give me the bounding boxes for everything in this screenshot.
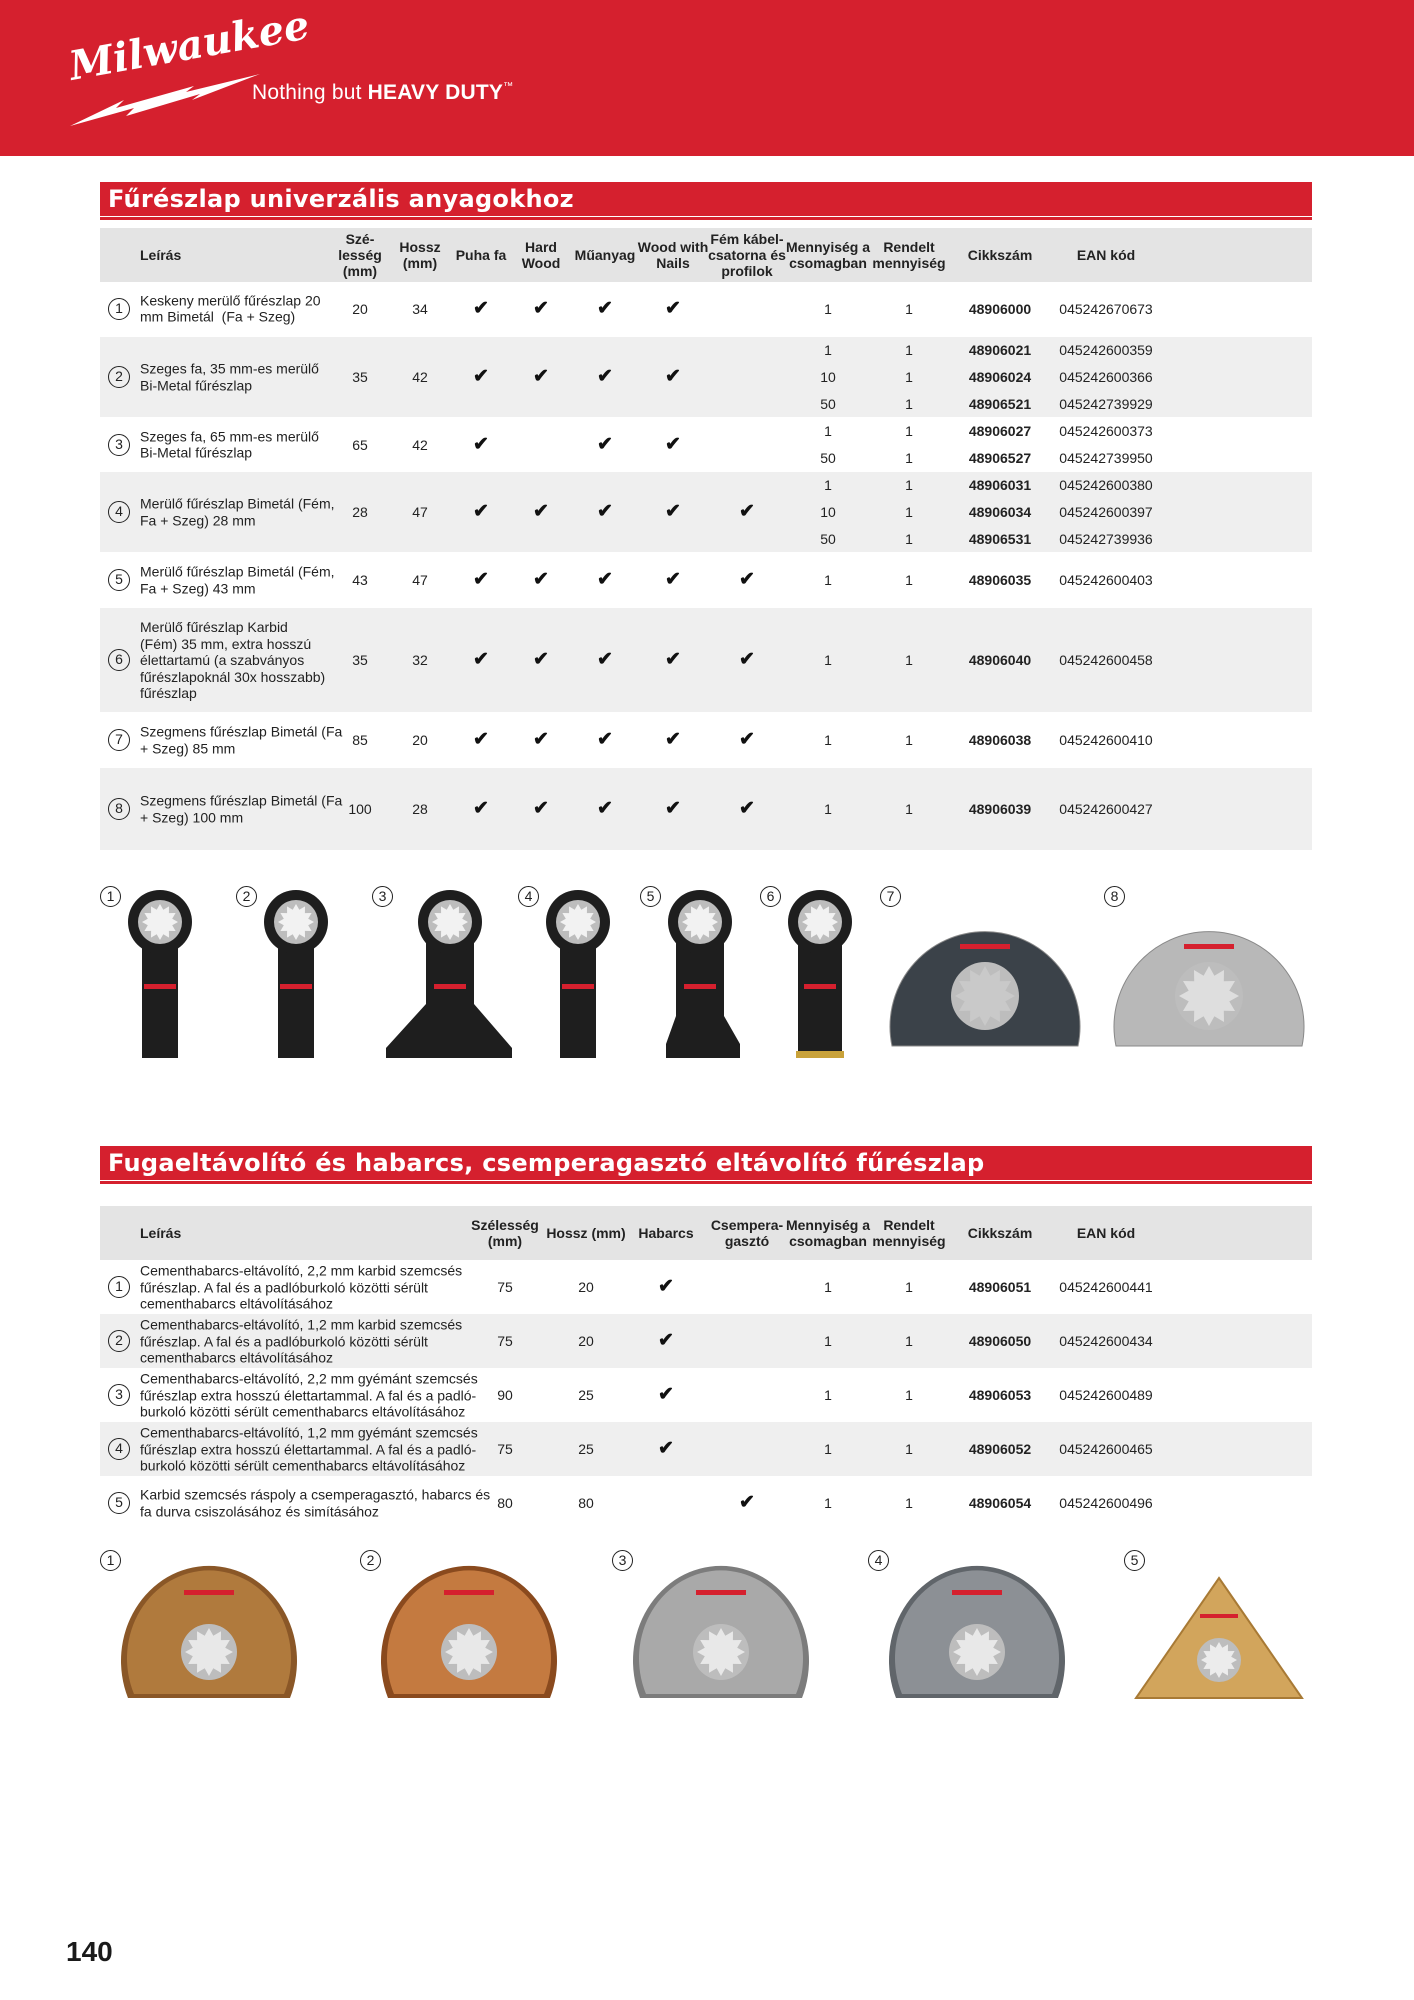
figure-number: 3	[372, 886, 393, 907]
table2-header	[100, 1206, 1312, 1260]
row-description: Cementhabarcs-eltávolító, 1,2 mm karbid szemcsés fűrészlap. A fal és a padlóburkoló közötti sérült cementhabarcs eltávolításához	[140, 1316, 463, 1366]
check-woodnails: ✔	[665, 798, 681, 819]
col-rendelt: Rendelt mennyiség	[872, 1217, 946, 1249]
grout-blade-figure-1	[100, 1548, 290, 1708]
check-puhafa: ✔	[473, 297, 489, 319]
blade-figure-6	[760, 886, 880, 1066]
row-description: Szeges fa, 65 mm-es merülő Bi-Metal fűrészlap	[140, 428, 319, 461]
col-leiras: Leírás	[140, 247, 182, 263]
page-number: 140	[66, 1936, 113, 1967]
pkg-qty: 1	[824, 423, 832, 439]
row-length: 20	[578, 1333, 594, 1349]
col-woodnails: Wood with Nails	[637, 239, 709, 271]
pkg-ean: 045242600373	[1059, 423, 1153, 439]
row-width: 80	[497, 1495, 513, 1511]
row-sku: 48906050	[968, 1333, 1032, 1349]
pkg-sku: 48906000	[968, 300, 1032, 317]
pkg-sku: 48906034	[968, 504, 1032, 520]
row-order: 1	[905, 1495, 913, 1511]
row-order: 1	[905, 1333, 913, 1349]
pkg-order: 1	[905, 300, 913, 317]
section1-title-banner	[100, 182, 1312, 216]
figure-number: 2	[236, 886, 257, 907]
figure-number: 1	[100, 886, 121, 907]
check-hardwood: ✔	[533, 569, 549, 590]
blade-image	[372, 886, 492, 1066]
row-number: 4	[108, 501, 130, 523]
row-width: 100	[348, 801, 372, 817]
check-puhafa: ✔	[473, 366, 489, 387]
row-width: 35	[352, 369, 368, 385]
pkg-qty: 1	[824, 572, 832, 588]
row-sku: 48906054	[968, 1495, 1032, 1511]
pkg-ean: 045242739929	[1059, 396, 1153, 412]
table-row	[100, 1368, 1312, 1422]
row-length: 20	[578, 1279, 594, 1295]
row-length: 80	[578, 1495, 594, 1511]
check-fem: ✔	[739, 569, 755, 590]
row-description: Cementhabarcs-eltávolító, 1,2 mm gyémánt szemcsés fűrészlap extra hosszú élettartammal. A fal és a padló- burkoló közötti sérült cementhabarcs eltávolításához	[140, 1424, 478, 1474]
pkg-qty: 1	[824, 652, 832, 668]
check-woodnails: ✔	[665, 501, 681, 522]
blade-image	[518, 886, 638, 1066]
check-muanyag: ✔	[597, 297, 613, 319]
check-hardwood: ✔	[533, 297, 549, 319]
page-header	[0, 0, 1414, 156]
table-row	[100, 553, 1312, 607]
figure-number: 7	[880, 886, 901, 907]
row-length: 32	[412, 652, 428, 668]
grout-blade-figure-4	[868, 1548, 1058, 1708]
row-ean: 045242600496	[1059, 1495, 1153, 1511]
blade-figure-2	[236, 886, 356, 1066]
row-length: 20	[412, 732, 428, 748]
grout-blade-figure-3	[612, 1548, 802, 1708]
table1-header	[100, 228, 1312, 282]
row-number: 5	[108, 1492, 130, 1514]
check-woodnails: ✔	[665, 569, 681, 590]
row-number: 4	[108, 1438, 130, 1460]
blade-figure-8	[1104, 886, 1314, 1056]
pkg-ean: 045242600359	[1059, 342, 1153, 358]
check-fem: ✔	[739, 798, 755, 819]
pkg-sku: 48906521	[968, 396, 1032, 412]
check-fem: ✔	[739, 501, 755, 522]
figure-number: 8	[1104, 886, 1125, 907]
row-sku: 48906053	[968, 1387, 1032, 1403]
col-muanyag: Műanyag	[574, 247, 636, 263]
pkg-ean: 045242739936	[1059, 531, 1153, 547]
row-length: 47	[412, 572, 428, 588]
row-width: 28	[352, 504, 368, 520]
check-hardwood: ✔	[533, 366, 549, 387]
row-description: Szegmens fűrészlap Bimetál (Fa + Szeg) 85 mm	[140, 723, 343, 756]
row-number: 2	[108, 366, 130, 388]
section2-title: Fugaeltávolító és habarcs, csemperagasztó eltávolító fűrészlap	[108, 1149, 985, 1177]
col-rendelt: Rendelt mennyiség	[872, 239, 946, 271]
row-length: 42	[412, 369, 428, 385]
row-description: Merülő fűrészlap Karbid (Fém) 35 mm, extra hosszú élettartamú (a szabványos fűrészlapoknál 30x hosszabb) fűrészlap	[140, 618, 326, 701]
row-number: 3	[108, 434, 130, 456]
check-habarcs: ✔	[658, 1384, 674, 1405]
row-qty: 1	[824, 1495, 832, 1511]
table-row	[100, 282, 1312, 335]
figure-number: 5	[640, 886, 661, 907]
table-row	[100, 1314, 1312, 1368]
pkg-order: 1	[905, 450, 913, 466]
blade-figure-4	[518, 886, 638, 1066]
col-hossz: Hossz (mm)	[399, 239, 441, 271]
row-ean: 045242600434	[1059, 1333, 1153, 1349]
row-width: 75	[497, 1333, 513, 1349]
pkg-sku: 48906039	[968, 801, 1032, 817]
figure-number: 2	[360, 1550, 381, 1571]
check-muanyag: ✔	[597, 569, 613, 590]
grout-blade-figure-2	[360, 1548, 550, 1708]
check-habarcs: ✔	[658, 1276, 674, 1297]
row-width: 85	[352, 732, 368, 748]
check-puhafa: ✔	[473, 501, 489, 522]
pkg-sku: 48906527	[968, 450, 1032, 466]
blade-table-grout	[100, 1206, 1312, 1526]
pkg-ean: 045242600427	[1059, 801, 1153, 817]
row-number: 6	[108, 649, 130, 671]
pkg-order: 1	[905, 342, 913, 358]
pkg-ean: 045242670673	[1059, 300, 1153, 317]
col-cikkszam: Cikkszám	[967, 247, 1033, 263]
row-ean: 045242600441	[1059, 1279, 1153, 1295]
blade-image	[640, 886, 760, 1066]
figure-number: 3	[612, 1550, 633, 1571]
check-fem: ✔	[739, 729, 755, 750]
check-hardwood: ✔	[533, 798, 549, 819]
row-ean: 045242600489	[1059, 1387, 1153, 1403]
pkg-sku: 48906021	[968, 342, 1032, 358]
pkg-ean: 045242600403	[1059, 572, 1153, 588]
col-ean: EAN kód	[1076, 247, 1136, 263]
milwaukee-logo	[64, 1, 313, 128]
table-row	[100, 1476, 1312, 1530]
pkg-ean: 045242600366	[1059, 369, 1153, 385]
check-woodnails: ✔	[665, 729, 681, 750]
check-woodnails: ✔	[665, 649, 681, 670]
pkg-order: 1	[905, 396, 913, 412]
pkg-qty: 1	[824, 300, 832, 317]
blade-image	[360, 1548, 550, 1708]
blade-image	[236, 886, 356, 1066]
pkg-sku: 48906040	[968, 652, 1032, 668]
figure-number: 5	[1124, 1550, 1145, 1571]
pkg-ean: 045242600410	[1059, 732, 1153, 748]
row-width: 90	[497, 1387, 513, 1403]
blade-figure-5	[640, 886, 760, 1066]
pkg-order: 1	[905, 801, 913, 817]
check-woodnails: ✔	[665, 366, 681, 387]
row-length: 34	[412, 300, 428, 317]
check-puhafa: ✔	[473, 729, 489, 750]
pkg-order: 1	[905, 732, 913, 748]
row-description: Cementhabarcs-eltávolító, 2,2 mm karbid szemcsés fűrészlap. A fal és a padlóburkoló közötti sérült cementhabarcs eltávolításához	[140, 1262, 463, 1312]
blade-image	[1124, 1548, 1314, 1708]
col-habarcs: Habarcs	[638, 1225, 694, 1241]
row-number: 8	[108, 798, 130, 820]
col-hardwood: Hard Wood	[521, 239, 561, 271]
row-number: 7	[108, 729, 130, 751]
blade-image	[760, 886, 880, 1066]
row-number: 3	[108, 1384, 130, 1406]
check-muanyag: ✔	[597, 433, 613, 455]
check-habarcs: ✔	[658, 1330, 674, 1351]
check-puhafa: ✔	[473, 649, 489, 670]
pkg-order: 1	[905, 504, 913, 520]
table-row	[100, 337, 1312, 417]
figure-number: 6	[760, 886, 781, 907]
pkg-sku: 48906024	[968, 369, 1032, 385]
row-length: 25	[578, 1441, 594, 1457]
pkg-order: 1	[905, 369, 913, 385]
row-qty: 1	[824, 1441, 832, 1457]
pkg-order: 1	[905, 531, 913, 547]
blade-table-universal	[100, 228, 1312, 848]
table-row	[100, 713, 1312, 767]
row-length: 25	[578, 1387, 594, 1403]
svg-text:Milwaukee: Milwaukee	[65, 1, 313, 90]
row-qty: 1	[824, 1333, 832, 1349]
check-muanyag: ✔	[597, 798, 613, 819]
figure-number: 4	[518, 886, 539, 907]
col-leiras: Leírás	[140, 1225, 182, 1241]
col-puhafa: Puha fa	[455, 247, 507, 263]
pkg-sku: 48906531	[968, 531, 1032, 547]
blade-image	[100, 1548, 290, 1708]
row-width: 75	[497, 1279, 513, 1295]
table-row	[100, 1260, 1312, 1314]
pkg-order: 1	[905, 572, 913, 588]
row-qty: 1	[824, 1279, 832, 1295]
grout-blade-figure-5	[1124, 1548, 1314, 1708]
row-sku: 48906052	[968, 1441, 1032, 1457]
pkg-qty: 50	[820, 396, 836, 412]
row-description: Cementhabarcs-eltávolító, 2,2 mm gyémánt szemcsés fűrészlap extra hosszú élettartammal. A fal és a padló- burkoló közötti sérült cementhabarcs eltávolításához	[140, 1370, 478, 1420]
row-ean: 045242600465	[1059, 1441, 1153, 1457]
check-woodnails: ✔	[665, 297, 681, 319]
table-row	[100, 472, 1312, 552]
check-muanyag: ✔	[597, 501, 613, 522]
row-description: Merülő fűrészlap Bimetál (Fém, Fa + Szeg) 43 mm	[140, 563, 335, 596]
row-width: 65	[352, 436, 368, 453]
col-mennyiseg: Mennyiség a csomagban	[785, 239, 871, 271]
check-puhafa: ✔	[473, 433, 489, 455]
row-number: 1	[108, 1276, 130, 1298]
section2-title-banner	[100, 1146, 1312, 1180]
figure-number: 4	[868, 1550, 889, 1571]
pkg-sku: 48906031	[968, 477, 1032, 493]
pkg-qty: 10	[820, 504, 836, 520]
pkg-ean: 045242739950	[1059, 450, 1153, 466]
check-woodnails: ✔	[665, 433, 681, 455]
row-sku: 48906051	[968, 1279, 1032, 1295]
row-description: Keskeny merülő fűrészlap 20 mm Bimetál (Fa + Szeg)	[140, 292, 321, 325]
blade-image	[612, 1548, 802, 1708]
check-hardwood: ✔	[533, 729, 549, 750]
row-number: 2	[108, 1330, 130, 1352]
col-szelesseg: Szé- lesség (mm)	[338, 231, 382, 279]
pkg-qty: 10	[820, 369, 836, 385]
pkg-qty: 50	[820, 450, 836, 466]
check-hardwood: ✔	[533, 501, 549, 522]
pkg-sku: 48906038	[968, 732, 1032, 748]
check-muanyag: ✔	[597, 366, 613, 387]
pkg-order: 1	[905, 477, 913, 493]
pkg-ean: 045242600458	[1059, 652, 1153, 668]
row-description: Szegmens fűrészlap Bimetál (Fa + Szeg) 100 mm	[140, 792, 343, 825]
row-description: Szeges fa, 35 mm-es merülő Bi-Metal fűrészlap	[140, 360, 319, 393]
blade-image	[100, 886, 220, 1066]
row-width: 75	[497, 1441, 513, 1457]
row-width: 20	[352, 300, 368, 317]
row-length: 47	[412, 504, 428, 520]
col-csempe: Csempera- gasztó	[710, 1217, 784, 1249]
row-length: 42	[412, 436, 428, 453]
table-row	[100, 768, 1312, 850]
table-row	[100, 1422, 1312, 1476]
row-qty: 1	[824, 1387, 832, 1403]
row-description: Merülő fűrészlap Bimetál (Fém, Fa + Szeg) 28 mm	[140, 495, 335, 528]
pkg-qty: 50	[820, 531, 836, 547]
col-mennyiseg: Mennyiség a csomagban	[785, 1217, 871, 1249]
check-puhafa: ✔	[473, 569, 489, 590]
pkg-sku: 48906035	[968, 572, 1032, 588]
check-csempe: ✔	[739, 1492, 755, 1513]
blade-image	[868, 1548, 1058, 1708]
row-description: Karbid szemcsés ráspoly a csemperagasztó, habarcs és fa durva csiszolásához és simításához	[140, 1486, 491, 1519]
blade-figure-1	[100, 886, 220, 1066]
section1-title: Fűrészlap univerzális anyagokhoz	[108, 185, 574, 213]
blade-image	[1104, 886, 1314, 1056]
check-habarcs: ✔	[658, 1438, 674, 1459]
check-puhafa: ✔	[473, 798, 489, 819]
col-hossz: Hossz (mm)	[546, 1225, 626, 1241]
check-muanyag: ✔	[597, 729, 613, 750]
pkg-qty: 1	[824, 801, 832, 817]
pkg-ean: 045242600397	[1059, 504, 1153, 520]
blade-figure-3	[372, 886, 492, 1066]
pkg-order: 1	[905, 423, 913, 439]
row-width: 35	[352, 652, 368, 668]
row-order: 1	[905, 1441, 913, 1457]
check-fem: ✔	[739, 649, 755, 670]
pkg-ean: 045242600380	[1059, 477, 1153, 493]
col-fem: Fém kábel- csatorna és profilok	[708, 231, 786, 279]
pkg-qty: 1	[824, 477, 832, 493]
row-number: 1	[108, 298, 130, 320]
pkg-order: 1	[905, 652, 913, 668]
row-order: 1	[905, 1387, 913, 1403]
blade-figure-7	[880, 886, 1090, 1056]
col-cikkszam: Cikkszám	[967, 1225, 1033, 1241]
figure-number: 1	[100, 1550, 121, 1571]
row-order: 1	[905, 1279, 913, 1295]
row-length: 28	[412, 801, 428, 817]
check-muanyag: ✔	[597, 649, 613, 670]
row-number: 5	[108, 569, 130, 591]
table-row	[100, 608, 1312, 712]
col-ean: EAN kód	[1076, 1225, 1136, 1241]
brand-tagline: Nothing but HEAVY DUTY™	[252, 81, 514, 104]
row-width: 43	[352, 572, 368, 588]
pkg-sku: 48906027	[968, 423, 1032, 439]
blade-image	[880, 886, 1090, 1056]
col-szelesseg: Szélesség (mm)	[471, 1217, 539, 1249]
pkg-qty: 1	[824, 342, 832, 358]
table-row	[100, 418, 1312, 471]
pkg-qty: 1	[824, 732, 832, 748]
check-hardwood: ✔	[533, 649, 549, 670]
